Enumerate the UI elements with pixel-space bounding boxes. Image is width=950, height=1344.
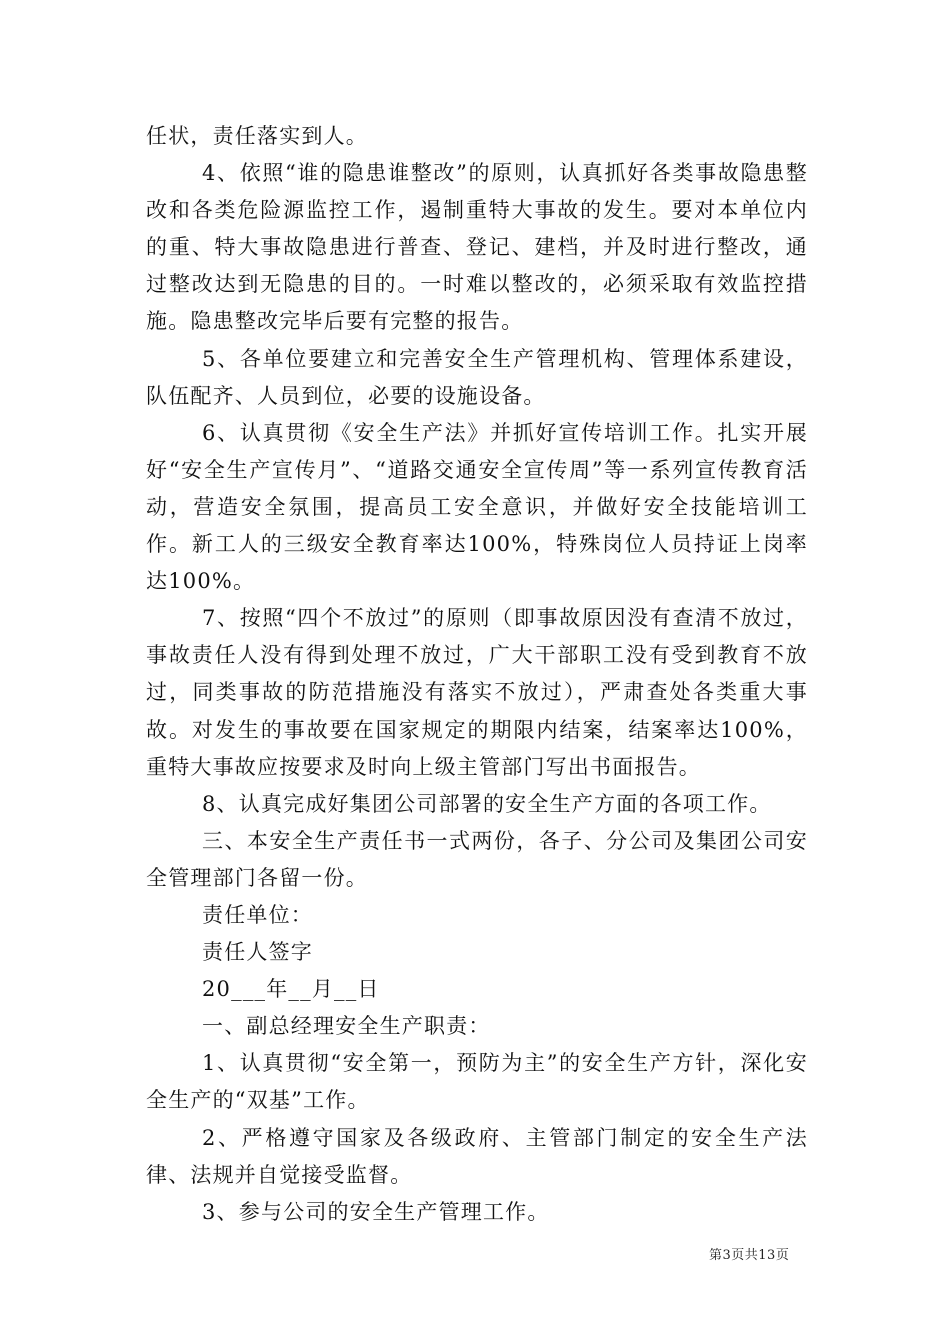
paragraph-item-5: 5、各单位要建立和完善安全生产管理机构、管理体系建设，队伍配齐、人员到位，必要的设施设备。 [146,346,808,408]
document-body [146,118,808,1231]
duty-item-3: 3、参与公司的安全生产管理工作。 [202,1199,550,1224]
duty-item-2: 2、严格遵守国家及各级政府、主管部门制定的安全生产法律、法规并自觉接受监督。 [146,1125,808,1187]
paragraph-section-3: 三、本安全生产责任书一式两份，各子、分公司及集团公司安全管理部门各留一份。 [146,828,808,890]
paragraph-item-7: 7、按照“四个不放过”的原则（即事故原因没有查清不放过，事故责任人没有得到处理不放过，广大干部职工没有受到教育不放过，同类事故的防范措施没有落实不放过），严肃查处各类重大事故。对发生的事故要在国家规定的期限内结案，结案率达100%，重特大事故应按要求及时向上级主管部门写出书面报告。 [146,606,808,779]
paragraph-item-4: 4、依照“谁的隐患谁整改”的原则，认真抓好各类事故隐患整改和各类危险源监控工作，遏制重特大事故的发生。要对本单位内的重、特大事故隐患进行普查、登记、建档，并及时进行整改，通过整改达到无隐患的目的。一时难以整改的，必须采取有效监控措施。隐患整改完毕后要有完整的报告。 [146,161,808,334]
responsible-unit-label: 责任单位： [202,902,313,927]
date-line: 20___年__月__日 [202,977,380,1002]
paragraph-item-8: 8、认真完成好集团公司部署的安全生产方面的各项工作。 [202,791,772,816]
duty-item-1: 1、认真贯彻“安全第一，预防为主”的安全生产方针，深化安全生产的“双基”工作。 [146,1051,808,1113]
paragraph-1: 任状，责任落实到人。 [146,124,368,148]
page-number: 第3页共13页 [709,1248,790,1263]
signature-label: 责任人签字 [202,940,313,965]
section-heading-deputy-gm: 一、副总经理安全生产职责： [202,1014,491,1039]
paragraph-item-6: 6、认真贯彻《安全生产法》并抓好宣传培训工作。扎实开展好“安全生产宣传月”、“道路交通安全宣传周”等一系列宣传教育活动，营造安全氛围，提高员工安全意识，并做好安全技能培训工作。新工人的三级安全教育率达100%，特殊岗位人员持证上岗率达100%。 [146,420,808,594]
